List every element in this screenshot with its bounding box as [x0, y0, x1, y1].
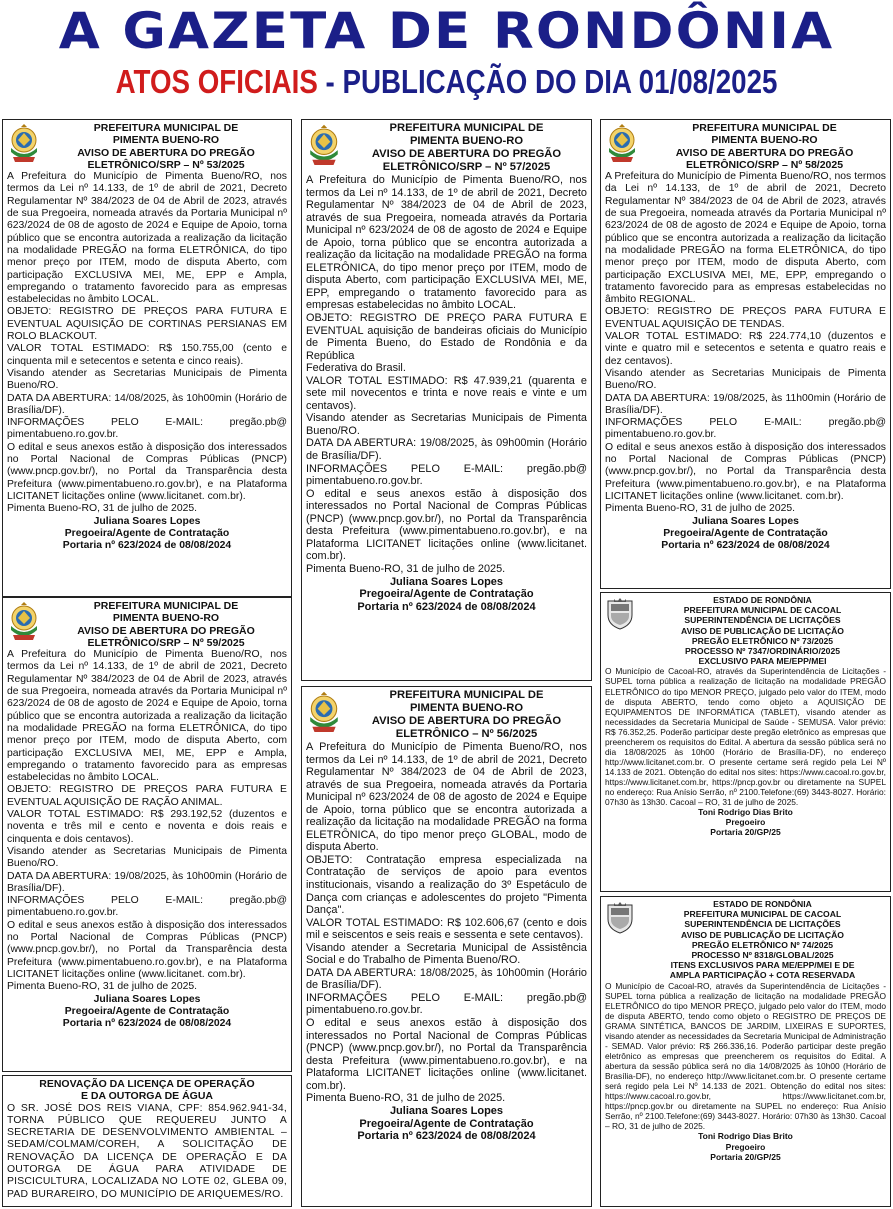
- signatory-role: Portaria 20/GP/25: [710, 827, 781, 838]
- notice-paragraph: O SR. JOSÉ DOS REIS VIANA, CPF: 854.962.941-34, TORNA PÚBLICO QUE REQUEREU JUNTO A SECRETARIA DE DESENVOLVIMENTO AMBIENTAL – SEDAM/COLMAM/COREH, A SOLICITAÇÃO DE RENOVAÇÃO DA LICENÇA DE OPERAÇÃO E DA OUTORGA DE ÁGUA PARA ATIVIDADE DE PISCICULTURA, LOCALIZADA NO LOTE 02, GLEBA 09, PAD BURAREIRO, DO MUNICÍPIO DE ARIQUEMES/RO.: [7, 1102, 287, 1200]
- notice-title-line: ELETRÔNICO/SRP – Nº 58/2025: [685, 158, 844, 171]
- notice-paragraph: O edital e seus anexos estão à disposição dos interessados no Portal Nacional de Compras Públicas (PNCP) (www.pncp.gov.br/), no Portal da Transparência desta Prefeitura (www.pimentabueno.ro.gov.br), e na Plataforma LICITANET licitações online (www.licitanet. com.br).: [7, 919, 287, 980]
- notice-title-line: AVISO DE ABERTURA DO PREGÃO: [77, 146, 255, 159]
- notice-paragraph: OBJETO: REGISTRO DE PREÇOS PARA FUTURA E EVENTUAL AQUISIÇÃO DE TENDAS.: [605, 306, 886, 330]
- notice-title-line: PROCESSO Nº 8318/GLOBAL/2025: [691, 950, 834, 961]
- pimenta-bueno-crest-icon: [605, 124, 639, 166]
- notice-paragraph: DATA DA ABERTURA: 19/08/2025, às 11h00min (Horário de Brasília/DF).: [605, 392, 886, 416]
- signatory-role: Portaria nº 623/2024 de 08/08/2024: [357, 1130, 536, 1143]
- masthead: [0, 0, 893, 118]
- notice-signature: [306, 576, 587, 614]
- signatory-role: Pregoeiro: [725, 817, 766, 828]
- signatory-name: Juliana Soares Lopes: [389, 1104, 504, 1117]
- notice-title-line: AVISO DE PUBLICAÇÃO DE LICITAÇÃO: [681, 929, 844, 940]
- notice-paragraph: Pimenta Bueno-RO, 31 de julho de 2025.: [7, 503, 198, 515]
- signatory-role: Pregoeira/Agente de Contratação: [64, 1005, 230, 1017]
- notice-paragraph: A Prefeitura do Município de Pimenta Bueno/RO, nos termos da Lei nº 14.133, de 1º de abril de 2021, Decreto Regulamentar Nº 384/2023 de 04 de Abril de 2023, através de sua Pregoeira, nomeada através da Portaria Municipal nº 623/2024 de 08 de agosto de 2024 e Equipe de Apoio, torna público que se encontra autorizada a realização da licitação na modalidade PREGÃO na forma ELETRÔNICA, do tipo menor preço GLOBAL, modo de disputa Aberto.: [306, 741, 587, 854]
- signatory-name: Juliana Soares Lopes: [692, 515, 799, 527]
- notice-pregao-58: [600, 119, 891, 589]
- notice-title-line: PIMENTA BUENO-RO: [409, 135, 524, 147]
- signatory-role: Pregoeira/Agente de Contratação: [359, 588, 534, 601]
- notice-title-line: PIMENTA BUENO-RO: [409, 702, 524, 714]
- section-label: ATOS OFICIAIS: [115, 63, 318, 100]
- notice-paragraph: INFORMAÇÕES PELO E-MAIL: pregão.pb@ pimentabueno.ro.gov.br.: [605, 417, 886, 441]
- notice-paragraph: O edital e seus anexos estão à disposição dos interessados no Portal Nacional de Compras Públicas (PNCP) (www.pncp.gov.br/), no Portal da Transparência desta Prefeitura (www.pimentabueno.ro.gov.br), e na Plataforma LICITANET licitações online (www.licitanet. com.br).: [306, 487, 587, 563]
- signatory-name: Toni Rodrigo Dias Brito: [698, 807, 793, 818]
- notice-paragraph: O Município de Cacoal-RO, através da Superintendência de Licitações - SUPEL torna pública a realização de licitação na modalidade PREGÃO ELETRÔNICO do tipo MENOR PREÇO, julgado pelo valor do ITEM, modo de disputa ABERTO, tendo como objeto o REGISTRO DE PREÇOS DE GRAMA SINTÉTICA, BANCOS DE JARDIM, LIXEIRAS E SUPORTES, visando atender as necessidades da Secretaria Municipal de Administração - SEMAD. Valor prévio: R$ 266.336,16. Poderão participar deste pregão eletrônico as empresas que preencherem os requisitos do Edital. A abertura da sessão pública será no dia 14/08/2025 às 10h00 (Horário de Brasília-DF), no endereço http://www.licitanet.com.br. O presente certame será regido pela Lei Nº 14.133 de 2021. Obtenção do edital nos sites: https://www.cacoal.ro.gov.br, https://www.licitanet.com.br, https://pncp.gov.br ou diretamente na SUPEL no endereço: Rua Anísio Serrão, nº 2100.Telefone:(69) 3443-8027. Horário: 07h30 às 13h30. Cacoal – RO, 31 de julho de 2025.: [605, 980, 886, 1132]
- edition-subtitle: [71, 62, 821, 102]
- notice-title-line: SUPERINTENDÊNCIA DE LICITAÇÕES: [684, 615, 841, 626]
- pimenta-bueno-crest-icon: [7, 602, 41, 644]
- notice-paragraph: Pimenta Bueno-RO, 31 de julho de 2025.: [7, 981, 198, 993]
- notice-title-line: EXCLUSIVO PARA ME/EPP/MEI: [698, 656, 827, 667]
- newspaper-title: A GAZETA DE RONDÔNIA: [58, 2, 835, 60]
- notice-title-line: PROCESSO Nº 7347/ORDINÁRIO/2025: [684, 646, 840, 657]
- notice-signature: [306, 1105, 587, 1143]
- notice-paragraph: VALOR TOTAL ESTIMADO: R$ 150.755,00 (cento e cinquenta mil e setecentos e setenta e cinco reais).: [7, 343, 287, 367]
- notice-paragraph: Pimenta Bueno-RO, 31 de julho de 2025.: [605, 503, 796, 515]
- notice-paragraph: A Prefeitura do Município de Pimenta Bueno/RO, nos termos da Lei nº 14.133, de 1º de abril de 2021, Decreto Regulamentar Nº 384/2023 de 04 de Abril de 2023, através de sua Pregoeira, nomeada através da Portaria Municipal nº 623/2024 de 08 de agosto de 2024 e Equipe de Apoio, torna público que se encontra autorizada a realização da licitação na modalidade PREGÃO na forma ELETRÔNICA, do tipo menor preço por ITEM, modo de disputa Aberto, com participação EXCLUSIVA MEI, ME, EPP e Ampla, empregando o tratamento favorecido para as empresas estabelecidas no âmbito LOCAL.: [7, 649, 287, 784]
- notice-title-line: ESTADO DE RONDÔNIA: [713, 899, 812, 909]
- notice-signature: [7, 516, 287, 553]
- notice-title-line: AVISO DE ABERTURA DO PREGÃO: [675, 146, 854, 159]
- cacoal-crest-icon: [605, 901, 635, 935]
- notice-title-line: AVISO DE ABERTURA DO PREGÃO: [371, 148, 562, 160]
- notice-paragraph: A Prefeitura do Município de Pimenta Bueno/RO, nos termos da Lei nº 14.133, de 1º de abril de 2021, Decreto Regulamentar Nº 384/2023 de 04 de Abril de 2023, através de sua Pregoeira, nomeada através da Portaria Municipal nº 623/2024 de 08 de agosto de 2024 e Equipe de Apoio, torna público que se encontra autorizada a realização da licitação na modalidade PREGÃO na forma ELETRÔNICA, do tipo menor preço por ITEM, modo de disputa Aberto, com participação EXCLUSIVA MEI, ME, EPP, empregando o tratamento favorecido para as empresas estabelecidas no âmbito LOCAL.: [306, 174, 587, 312]
- notice-paragraph: INFORMAÇÕES PELO E-MAIL: pregão.pb@ pimentabueno.ro.gov.br.: [306, 991, 587, 1017]
- notice-title: [643, 122, 886, 171]
- notice-title-line: PIMENTA BUENO-RO: [112, 612, 220, 625]
- notice-paragraph: DATA DA ABERTURA: 18/08/2025, às 10h00min (Horário de Brasília/DF).: [306, 966, 587, 992]
- notice-signature: [7, 994, 287, 1031]
- notice-paragraph: INFORMAÇÕES PELO E-MAIL: pregão.pb@ pimentabueno.ro.gov.br.: [7, 895, 287, 919]
- notice-title-line: ITENS EXCLUSIVOS PARA ME/EPP/MEI E DE: [670, 960, 855, 971]
- signatory-role: Pregoeira/Agente de Contratação: [64, 527, 230, 539]
- signatory-role: Pregoeiro: [725, 1141, 766, 1152]
- notice-title: [346, 689, 587, 741]
- notice-title-line: PIMENTA BUENO-RO: [711, 134, 818, 147]
- notice-title-line: PREFEITURA MUNICIPAL DE: [93, 122, 239, 134]
- notice-title: [45, 122, 287, 171]
- notice-title-line: PREFEITURA MUNICIPAL DE: [93, 600, 239, 612]
- signatory-name: Juliana Soares Lopes: [93, 515, 201, 527]
- notice-paragraph: Pimenta Bueno-RO, 31 de julho de 2025.: [306, 562, 506, 575]
- notice-title-line: ESTADO DE RONDÔNIA: [713, 595, 812, 605]
- notice-paragraph: INFORMAÇÕES PELO E-MAIL: pregão.pb@ pimentabueno.ro.gov.br.: [7, 417, 287, 441]
- notice-title-line: PREGÃO ELETRÔNICO Nº 74/2025: [691, 939, 834, 950]
- notice-title-line: PREFEITURA MUNICIPAL DE CACOAL: [683, 909, 842, 920]
- notice-title-line: PREFEITURA MUNICIPAL DE: [389, 689, 544, 701]
- notice-pregao-53: [2, 119, 292, 597]
- notice-body: [605, 171, 886, 515]
- notice-title: [346, 122, 587, 174]
- notice-paragraph: DATA DA ABERTURA: 19/08/2025, às 09h00min (Horário de Brasília/DF).: [306, 437, 587, 463]
- notice-header: [7, 1078, 287, 1103]
- notice-paragraph: O Município de Cacoal-RO, através da Superintendência de Licitações - SUPEL torna pública a realização de licitação na modalidade PREGÃO ELETRÔNICO do tipo MENOR PREÇO, julgado pelo valor do ITEM, modo de disputa ABERTO, tendo como objeto a AQUISIÇÃO DE EQUIPAMENTOS DE INFORMÁTICA (TABLET), visando atender as necessidades da Secretaria Municipal de Saúde - SEMUSA. Valor prévio: R$ 76.352,25. Poderão participar deste pregão eletrônico as empresas que preencherem os requisitos do Edital. A abertura da sessão pública será no dia 18/08/2025 às 10h00 (Horário de Brasília-DF), no endereço http://www.licitanet.com.br. O presente certame será regido pela Lei Nº 14.133 de 2021. Obtenção do edital nos sites: https://www.cacoal.ro.gov.br, https://www.licitanet.com.br, https://pncp.gov.br ou diretamente na SUPEL no endereço: Rua Anísio Serrão, nº 2100.Telefone:(69) 3443-8027. Horário: 07h30 às 13h30. Cacoal – RO, 31 de julho de 2025.: [605, 666, 886, 808]
- notice-title-line: AVISO DE ABERTURA DO PREGÃO: [371, 715, 562, 727]
- notice-signature: [605, 516, 886, 553]
- notice-signature: [605, 807, 886, 838]
- notice-licenca-operacao: [2, 1075, 292, 1207]
- notice-title: [639, 595, 886, 666]
- notice-paragraph: OBJETO: REGISTRO DE PREÇO PARA FUTURA E EVENTUAL aquisição de bandeiras oficiais do Município de Pimenta Bueno, do Estado de Rondônia e da República: [306, 312, 587, 362]
- notice-paragraph: Visando atender as Secretarias Municipais de Pimenta Bueno/RO.: [605, 367, 886, 392]
- notice-paragraph: O edital e seus anexos estão à disposição dos interessados no Portal Nacional de Compras Públicas (PNCP) (www.pncp.gov.br/), no Portal da Transparência desta Prefeitura (www.pimentabueno.ro.gov.br), e na Plataforma LICITANET licitações online (www.licitanet. com.br).: [306, 1017, 587, 1092]
- notice-paragraph: DATA DA ABERTURA: 19/08/2025, às 10h00min (Horário de Brasília/DF).: [7, 870, 287, 894]
- notice-title-line: SUPERINTENDÊNCIA DE LICITAÇÕES: [684, 919, 841, 930]
- signatory-role: Portaria nº 623/2024 de 08/08/2024: [357, 601, 536, 614]
- notice-title-line: RENOVAÇÃO DA LICENÇA DE OPERAÇÃO: [39, 1078, 255, 1090]
- notice-title-line: ELETRÔNICO – Nº 56/2025: [395, 728, 538, 740]
- notice-body: [605, 666, 886, 807]
- notice-title-line: AVISO DE PUBLICAÇÃO DE LICITAÇÃO: [681, 625, 844, 636]
- signatory-role: Pregoeira/Agente de Contratação: [663, 527, 828, 539]
- notice-paragraph: Visando atender a Secretaria Municipal de Assistência Social e do Trabalho de Pimenta Bueno/RO.: [306, 941, 587, 967]
- pimenta-bueno-crest-icon: [306, 124, 342, 170]
- notice-signature: [605, 1131, 886, 1162]
- signatory-name: Juliana Soares Lopes: [389, 575, 504, 588]
- notice-body: [306, 741, 587, 1105]
- notice-header: [306, 689, 587, 741]
- signatory-role: Portaria nº 623/2024 de 08/08/2024: [62, 1018, 232, 1030]
- signatory-role: Portaria nº 623/2024 de 08/08/2024: [62, 540, 232, 552]
- pimenta-bueno-crest-icon: [7, 124, 41, 166]
- notice-title-line: AVISO DE ABERTURA DO PREGÃO: [77, 624, 255, 637]
- notice-paragraph: OBJETO: Contratação empresa especializada na Contratação de serviços de apoio para eventos institucionais, visando a realização do 3º Espetáculo de Dança com crianças e adolescentes do projeto "Pimenta Dança".: [306, 853, 587, 917]
- notice-body: [7, 649, 287, 993]
- notice-pregao-56: [301, 686, 592, 1207]
- notice-title-line: AMPLA PARTICIPAÇÃO + COTA RESERVADA: [669, 970, 856, 981]
- notice-paragraph: INFORMAÇÕES PELO E-MAIL: pregão.pb@ pimentabueno.ro.gov.br.: [306, 462, 587, 488]
- pimenta-bueno-crest-icon: [306, 691, 342, 737]
- notice-cacoal-73: [600, 592, 891, 892]
- notice-title-line: PREFEITURA MUNICIPAL DE: [389, 122, 544, 134]
- notice-body: [605, 981, 886, 1132]
- notice-body: [7, 171, 287, 515]
- notice-paragraph: Visando atender as Secretarias Municipais de Pimenta Bueno/RO.: [306, 412, 587, 437]
- notice-header: [7, 600, 287, 649]
- notice-paragraph: Federativa do Brasil.: [306, 362, 406, 375]
- notice-paragraph: VALOR TOTAL ESTIMADO: R$ 102.606,67 (cento e dois mil e seiscentos e seis reais e sessenta e sete centavos).: [306, 916, 587, 942]
- notice-title-line: PREGÃO ELETRÔNICO Nº 73/2025: [691, 635, 834, 646]
- notice-header: [605, 122, 886, 171]
- notice-paragraph: Pimenta Bueno-RO, 31 de julho de 2025.: [306, 1092, 506, 1105]
- notice-paragraph: DATA DA ABERTURA: 14/08/2025, às 10h00min (Horário de Brasília/DF).: [7, 392, 287, 416]
- notice-cacoal-74: [600, 896, 891, 1207]
- notice-paragraph: Visando atender as Secretarias Municipais de Pimenta Bueno/RO.: [7, 845, 287, 870]
- notice-header: [605, 899, 886, 981]
- signatory-role: Portaria nº 623/2024 de 08/08/2024: [661, 540, 830, 552]
- notice-title: [45, 600, 287, 649]
- signatory-name: Toni Rodrigo Dias Brito: [698, 1131, 793, 1142]
- notice-paragraph: VALOR TOTAL ESTIMADO: R$ 224.774,10 (duzentos e vinte e quatro mil e setecentos e setenta e quatro reais e dez centavos).: [605, 331, 886, 367]
- signatory-role: Pregoeira/Agente de Contratação: [359, 1117, 534, 1130]
- notice-header: [605, 595, 886, 666]
- notice-paragraph: A Prefeitura do Município de Pimenta Bueno/RO, nos termos da Lei nº 14.133, de 1º de abril de 2021, Decreto Regulamentar Nº 384/2023 de 04 de Abril de 2023, através de sua Pregoeira, nomeada através da Portaria Municipal nº 623/2024 de 08 de agosto de 2024 e Equipe de Apoio, torna público que se encontra autorizada a realização da licitação na modalidade PREGÃO na forma ELETRÔNICA, do tipo menor preço por ITEM, modo de disputa Aberto, com participação EXCLUSIVA MEI, ME, EPP e Ampla, empregando o tratamento favorecido para as empresas estabelecidas no âmbito LOCAL.: [7, 171, 287, 306]
- notice-title: [639, 899, 886, 981]
- notice-paragraph: O edital e seus anexos estão à disposição dos interessados no Portal Nacional de Compras Públicas (PNCP) (www.pncp.gov.br/), no Portal da Transparência desta Prefeitura (www.pimentabueno.ro.gov.br), e na Plataforma LICITANET licitações online (www.licitanet. com.br).: [7, 441, 287, 502]
- notice-header: [7, 122, 287, 171]
- notice-paragraph: OBJETO: REGISTRO DE PREÇOS PARA FUTURA E EVENTUAL AQUISIÇÃO DE CORTINAS PERSIANAS EM ROLO BLACKOUT.: [7, 306, 287, 343]
- notice-paragraph: O edital e seus anexos estão à disposição dos interessados no Portal Nacional de Compras Públicas (PNCP) (www.pncp.gov.br/), no Portal da Transparência desta Prefeitura (www.pimentabueno.ro.gov.br), e na Plataforma LICITANET licitações online (www.licitanet. com.br).: [605, 441, 886, 502]
- notice-title-line: ELETRÔNICO/SRP – Nº 53/2025: [87, 158, 245, 171]
- cacoal-crest-icon: [605, 597, 635, 631]
- notice-pregao-59: [2, 597, 292, 1072]
- notice-title-line: PREFEITURA MUNICIPAL DE CACOAL: [683, 605, 842, 616]
- notice-paragraph: Visando atender as Secretarias Municipais de Pimenta Bueno/RO.: [7, 367, 287, 392]
- signatory-role: Portaria 20/GP/25: [710, 1151, 781, 1162]
- notice-paragraph: VALOR TOTAL ESTIMADO: R$ 47.939,21 (quarenta e sete mil novecentos e trinta e nove reais e vinte e um centavos).: [306, 374, 587, 412]
- notice-header: [306, 122, 587, 174]
- notice-paragraph: A Prefeitura do Município de Pimenta Bueno/RO, nos termos da Lei nº 14.133, de 1º de abril de 2021, Decreto Regulamentar Nº 384/2023 de 04 de Abril de 2023, através de sua Pregoeira, nomeada através da Portaria Municipal nº 623/2024 de 08 de agosto de 2024 e Equipe de Apoio, torna público que se encontra autorizada a realização da licitação na modalidade PREGÃO na forma ELETRÔNICA, do tipo menor preço por ITEM, modo de disputa Aberto, com participação EXCLUSIVA MEI, ME, EPP, empregando o tratamento favorecido para as empresas estabelecidas no âmbito REGIONAL.: [605, 171, 886, 306]
- notice-body: [306, 174, 587, 576]
- notice-pregao-57: [301, 119, 592, 681]
- signatory-name: Juliana Soares Lopes: [93, 993, 201, 1005]
- notice-paragraph: VALOR TOTAL ESTIMADO: R$ 293.192,52 (duzentos e noventa e três mil e cento e noventa e dois reais e cinquenta e dois centavos).: [7, 809, 287, 845]
- notice-paragraph: OBJETO: REGISTRO DE PREÇOS PARA FUTURA E EVENTUAL AQUISIÇÃO DE RAÇÃO ANIMAL.: [7, 784, 287, 808]
- subtitle-separator: -: [317, 63, 343, 100]
- notice-title-line: PIMENTA BUENO-RO: [112, 134, 220, 147]
- notice-body: [7, 1103, 287, 1201]
- notice-title: [7, 1078, 287, 1103]
- notice-title-line: E DA OUTORGA DE ÁGUA: [80, 1090, 214, 1103]
- notice-title-line: PREFEITURA MUNICIPAL DE: [692, 122, 837, 134]
- notice-title-line: ELETRÔNICO/SRP – Nº 57/2025: [382, 161, 551, 173]
- notice-title-line: ELETRÔNICO/SRP – Nº 59/2025: [87, 636, 245, 649]
- publication-date-label: PUBLICAÇÃO DO DIA 01/08/2025: [342, 63, 778, 100]
